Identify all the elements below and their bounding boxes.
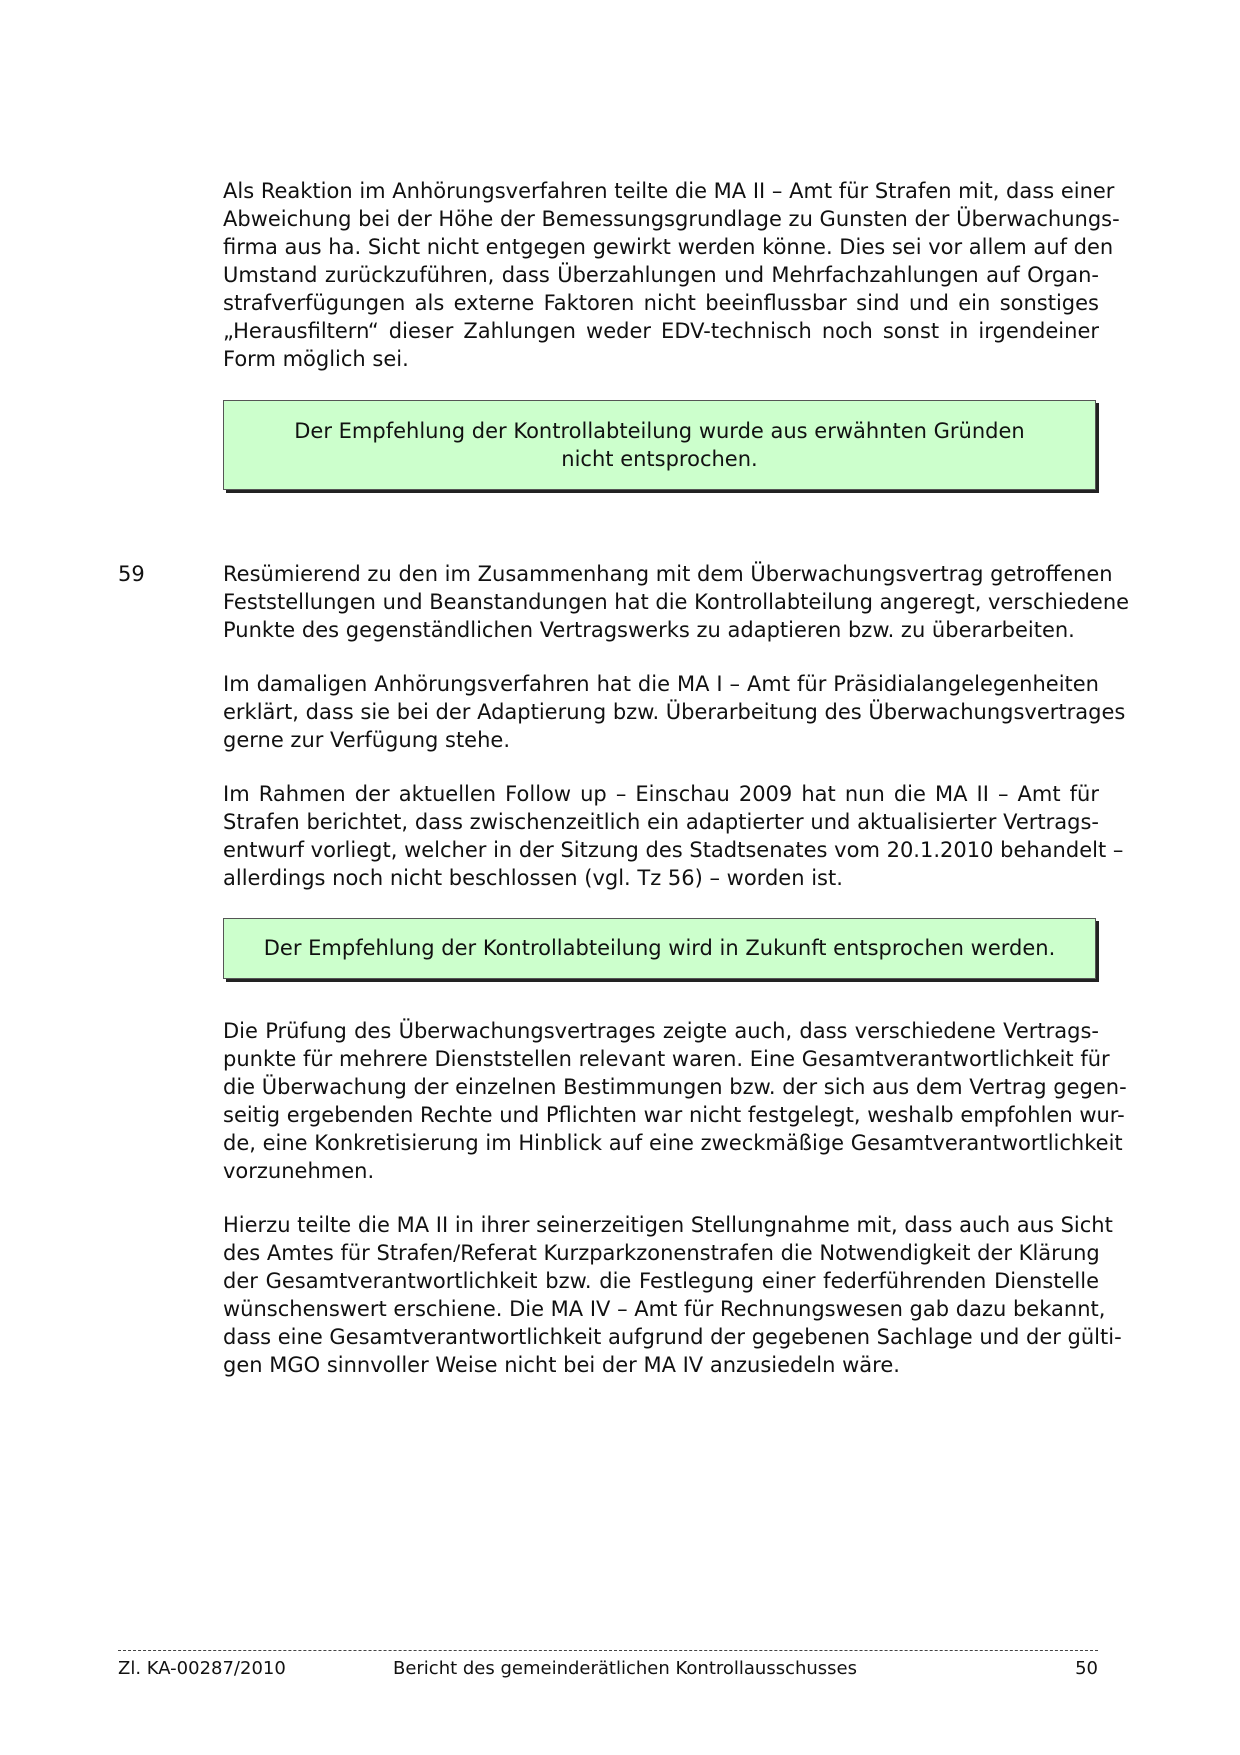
footer-title: Bericht des gemeinderätlichen Kontrollausschusses bbox=[392, 1658, 858, 1679]
text-line: Im damaligen Anhörungsverfahren hat die MA I – Amt für Präsidialangelegenheiten bbox=[223, 672, 1099, 696]
text-line: Die Prüfung des Überwachungsvertrages zeigte auch, dass verschiedene Vertrags- bbox=[223, 1019, 1099, 1043]
text-line: der Gesamtverantwortlichkeit bzw. die Festlegung einer federführenden Dienstelle bbox=[223, 1269, 1099, 1293]
text-line: de, eine Konkretisierung im Hinblick auf eine zweckmäßige Gesamtverantwortlichkeit bbox=[223, 1131, 1123, 1155]
paragraph-stellungnahme bbox=[223, 1211, 1122, 1379]
paragraph-anhoerung-ma2 bbox=[223, 177, 1120, 373]
text-line: vorzunehmen. bbox=[223, 1159, 375, 1183]
recommendation-text: Der Empfehlung der Kontrollabteilung wird in Zukunft entsprochen werden. bbox=[263, 936, 1056, 960]
text-line: erklärt, dass sie bei der Adaptierung bzw. Überarbeitung des Überwachungsvertrages bbox=[223, 700, 1126, 724]
section-number: 59 bbox=[118, 562, 145, 586]
text-line: wünschenswert erschiene. Die MA IV – Amt für Rechnungswesen gab dazu bekannt, bbox=[223, 1297, 1106, 1321]
footer-divider bbox=[118, 1650, 1098, 1651]
footer-reference: Zl. KA-00287/2010 bbox=[118, 1658, 286, 1679]
text-line: Umstand zurückzuführen, dass Überzahlungen und Mehrfachzahlungen auf Organ- bbox=[223, 263, 1099, 287]
text-line: Als Reaktion im Anhörungsverfahren teilte die MA II – Amt für Strafen mit, dass einer bbox=[223, 179, 1115, 203]
paragraph-resuemee bbox=[223, 560, 1130, 644]
text-line: Punkte des gegenständlichen Vertragswerks zu adaptieren bzw. zu überarbeiten. bbox=[223, 618, 1075, 642]
recommendation-box-not-fulfilled bbox=[223, 400, 1096, 490]
text-line: Strafen berichtet, dass zwischenzeitlich ein adaptierter und aktualisierter Vertrags- bbox=[223, 810, 1099, 834]
text-line: gerne zur Verfügung stehe. bbox=[223, 728, 511, 752]
text-line: entwurf vorliegt, welcher in der Sitzung des Stadtsenates vom 20.1.2010 behandelt – bbox=[223, 838, 1124, 862]
text-line: Form möglich sei. bbox=[223, 347, 409, 371]
paragraph-follow-up bbox=[223, 780, 1124, 892]
recommendation-text: Der Empfehlung der Kontrollabteilung wurde aus erwähnten Gründen bbox=[294, 419, 1025, 443]
recommendation-box-future bbox=[223, 918, 1096, 979]
text-line: Abweichung bei der Höhe der Bemessungsgrundlage zu Gunsten der Überwachungs- bbox=[223, 207, 1120, 231]
text-line: Resümierend zu den im Zusammenhang mit dem Überwachungsvertrag getroffenen bbox=[223, 562, 1113, 586]
recommendation-text: nicht entsprochen. bbox=[561, 447, 758, 471]
text-line: allerdings noch nicht beschlossen (vgl. Tz 56) – worden ist. bbox=[223, 866, 843, 890]
text-line: dass eine Gesamtverantwortlichkeit aufgrund der gegebenen Sachlage und der gülti- bbox=[223, 1325, 1122, 1349]
text-line: „Herausfiltern“ dieser Zahlungen weder EDV-technisch noch sonst in irgendeiner bbox=[223, 319, 1099, 343]
text-line: des Amtes für Strafen/Referat Kurzparkzonenstrafen die Notwendigkeit der Klärung bbox=[223, 1241, 1100, 1265]
text-line: firma aus ha. Sicht nicht entgegen gewirkt werden könne. Dies sei vor allem auf den bbox=[223, 235, 1114, 259]
paragraph-pruefung bbox=[223, 1017, 1127, 1185]
text-line: Hierzu teilte die MA II in ihrer seinerzeitigen Stellungnahme mit, dass auch aus Sicht bbox=[223, 1213, 1113, 1237]
text-line: punkte für mehrere Dienststellen relevant waren. Eine Gesamtverantwortlichkeit für bbox=[223, 1047, 1110, 1071]
page-number: 50 bbox=[1075, 1658, 1098, 1679]
text-line: Feststellungen und Beanstandungen hat die Kontrollabteilung angeregt, verschiedene bbox=[223, 590, 1130, 614]
text-line: die Überwachung der einzelnen Bestimmungen bzw. der sich aus dem Vertrag gegen- bbox=[223, 1075, 1127, 1099]
text-line: gen MGO sinnvoller Weise nicht bei der MA IV anzusiedeln wäre. bbox=[223, 1353, 900, 1377]
text-line: Im Rahmen der aktuellen Follow up – Einschau 2009 hat nun die MA II – Amt für bbox=[223, 782, 1099, 806]
text-line: strafverfügungen als externe Faktoren nicht beeinflussbar sind und ein sonstiges bbox=[223, 291, 1099, 315]
paragraph-anhoerung-ma1 bbox=[223, 670, 1126, 754]
text-line: seitig ergebenden Rechte und Pflichten war nicht festgelegt, weshalb empfohlen wur- bbox=[223, 1103, 1125, 1127]
